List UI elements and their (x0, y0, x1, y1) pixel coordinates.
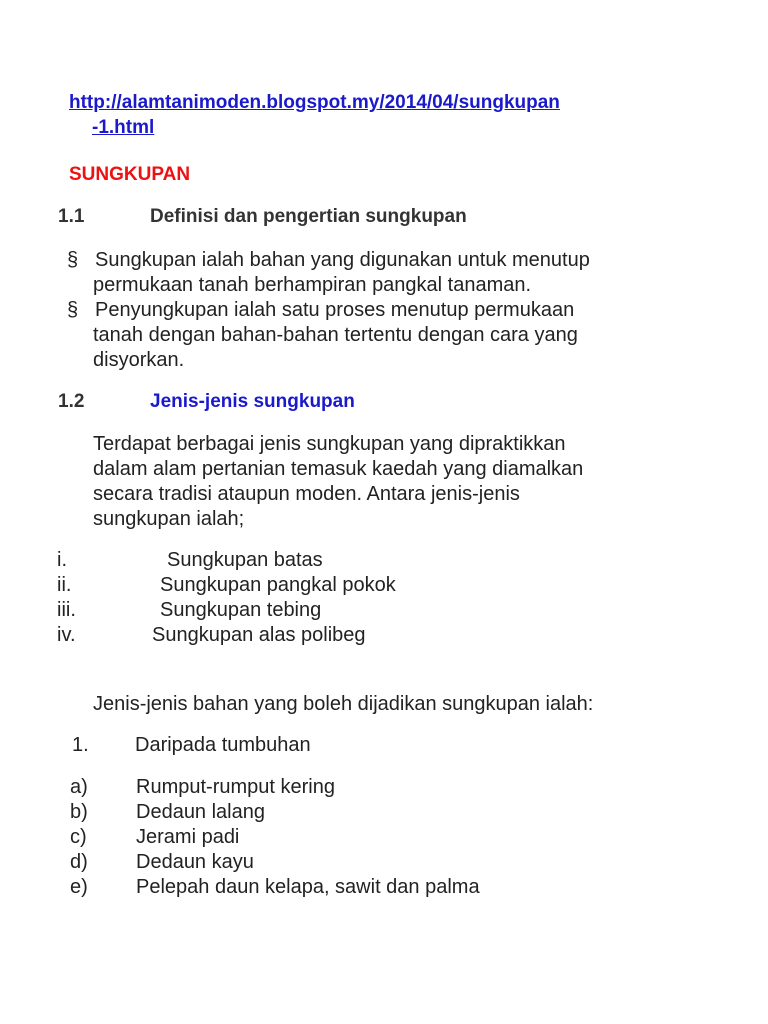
roman-marker-1: i. (57, 549, 67, 571)
bullet-1-line2: permukaan tanah berhampiran pangkal tanaman. (93, 274, 532, 296)
material-item-d: Dedaun kayu (136, 851, 254, 873)
paragraph-line2: dalam alam pertanian temasuk kaedah yang diamalkan (93, 458, 584, 480)
bullet-2-line1: Penyungkupan ialah satu proses menutup permukaan (95, 299, 575, 321)
section-1-heading: Definisi dan pengertian sungkupan (150, 206, 467, 227)
material-marker-e: e) (70, 876, 88, 898)
roman-item-1: Sungkupan batas (167, 549, 323, 571)
paragraph-line1: Terdapat berbagai jenis sungkupan yang dipraktikkan (93, 433, 566, 455)
bullet-1-symbol: § (67, 249, 79, 271)
material-item-b: Dedaun lalang (136, 801, 265, 823)
paragraph-line3: secara tradisi ataupun moden. Antara jenis-jenis (93, 483, 520, 505)
roman-item-2: Sungkupan pangkal pokok (160, 574, 396, 596)
bullet-2-line2: tanah dengan bahan-bahan tertentu dengan cara yang (93, 324, 578, 346)
material-item-c: Jerami padi (136, 826, 240, 848)
material-marker-c: c) (70, 826, 87, 848)
materials-group-label: Daripada tumbuhan (135, 734, 311, 756)
material-item-e: Pelepah daun kelapa, sawit dan palma (136, 876, 480, 898)
material-marker-b: b) (70, 801, 88, 823)
materials-intro: Jenis-jenis bahan yang boleh dijadikan sungkupan ialah: (93, 693, 594, 715)
paragraph-line4: sungkupan ialah; (93, 508, 245, 530)
bullet-2-symbol: § (67, 299, 79, 321)
source-link-line1[interactable]: http://alamtanimoden.blogspot.my/2014/04/sungkupan (69, 92, 560, 113)
materials-group-marker: 1. (72, 734, 89, 756)
material-item-a: Rumput-rumput kering (136, 776, 335, 798)
document-title: SUNGKUPAN (69, 164, 191, 185)
material-marker-d: d) (70, 851, 88, 873)
roman-marker-2: ii. (57, 574, 72, 596)
section-2-heading: Jenis-jenis sungkupan (150, 391, 355, 412)
source-link-line2[interactable]: -1.html (92, 117, 155, 138)
roman-item-3: Sungkupan tebing (160, 599, 322, 621)
material-marker-a: a) (70, 776, 88, 798)
section-2-number: 1.2 (58, 391, 85, 412)
roman-marker-3: iii. (57, 599, 76, 621)
roman-item-4: Sungkupan alas polibeg (152, 624, 366, 646)
section-1-number: 1.1 (58, 206, 85, 227)
roman-marker-4: iv. (57, 624, 76, 646)
bullet-1-line1: Sungkupan ialah bahan yang digunakan untuk menutup (95, 249, 590, 271)
bullet-2-line3: disyorkan. (93, 349, 185, 371)
